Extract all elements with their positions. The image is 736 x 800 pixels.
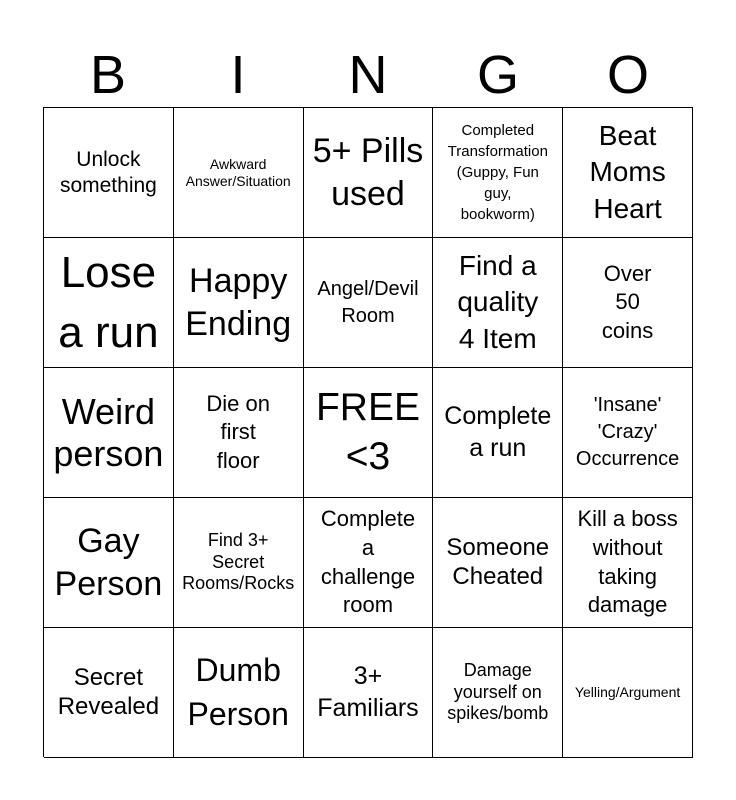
header-letter-b: B [89,45,127,105]
header-letter-i: I [230,45,246,105]
bingo-cell[interactable]: Completed Transformation (Guppy, Fun guy, bookworm) [433,108,563,238]
board-row-4 [44,498,693,628]
bingo-cell[interactable]: 3+ Familiars [304,628,434,758]
bingo-cell[interactable]: Lose a run [44,238,174,368]
bingo-cell[interactable]: Beat Moms Heart [563,108,693,238]
bingo-cell[interactable]: Weird person [44,368,174,498]
bingo-cell[interactable]: Secret Revealed [44,628,174,758]
bingo-cell[interactable]: Find 3+ Secret Rooms/Rocks [174,498,304,628]
header-letter-n: N [348,45,388,105]
bingo-cell[interactable]: Kill a boss without taking damage [563,498,693,628]
bingo-cell[interactable]: 'Insane' 'Crazy' Occurrence [563,368,693,498]
board-row-3 [44,368,693,498]
bingo-cell[interactable]: Angel/Devil Room [304,238,434,368]
board-row-2 [44,238,693,368]
bingo-cell[interactable]: Die on first floor [174,368,304,498]
board-row-5 [44,628,693,758]
bingo-cell[interactable]: Happy Ending [174,238,304,368]
bingo-cell[interactable]: Complete a challenge room [304,498,434,628]
bingo-cell[interactable]: Find a quality 4 Item [433,238,563,368]
header-letter-o: O [606,45,649,105]
bingo-cell[interactable]: Unlock something [44,108,174,238]
bingo-cell[interactable]: Over 50 coins [563,238,693,368]
bingo-header [43,44,693,106]
bingo-cell[interactable]: Awkward Answer/Situation [174,108,304,238]
bingo-cell[interactable]: Someone Cheated [433,498,563,628]
bingo-cell[interactable]: Damage yourself on spikes/bomb [433,628,563,758]
bingo-cell[interactable]: Dumb Person [174,628,304,758]
free-space-cell[interactable]: FREE <3 [304,368,434,498]
bingo-cell[interactable]: Yelling/Argument [563,628,693,758]
bingo-board [43,107,693,757]
header-letter-g: G [476,45,519,105]
bingo-cell[interactable]: Gay Person [44,498,174,628]
bingo-cell[interactable]: Complete a run [433,368,563,498]
bingo-cell[interactable]: 5+ Pills used [304,108,434,238]
board-row-1 [44,108,693,238]
